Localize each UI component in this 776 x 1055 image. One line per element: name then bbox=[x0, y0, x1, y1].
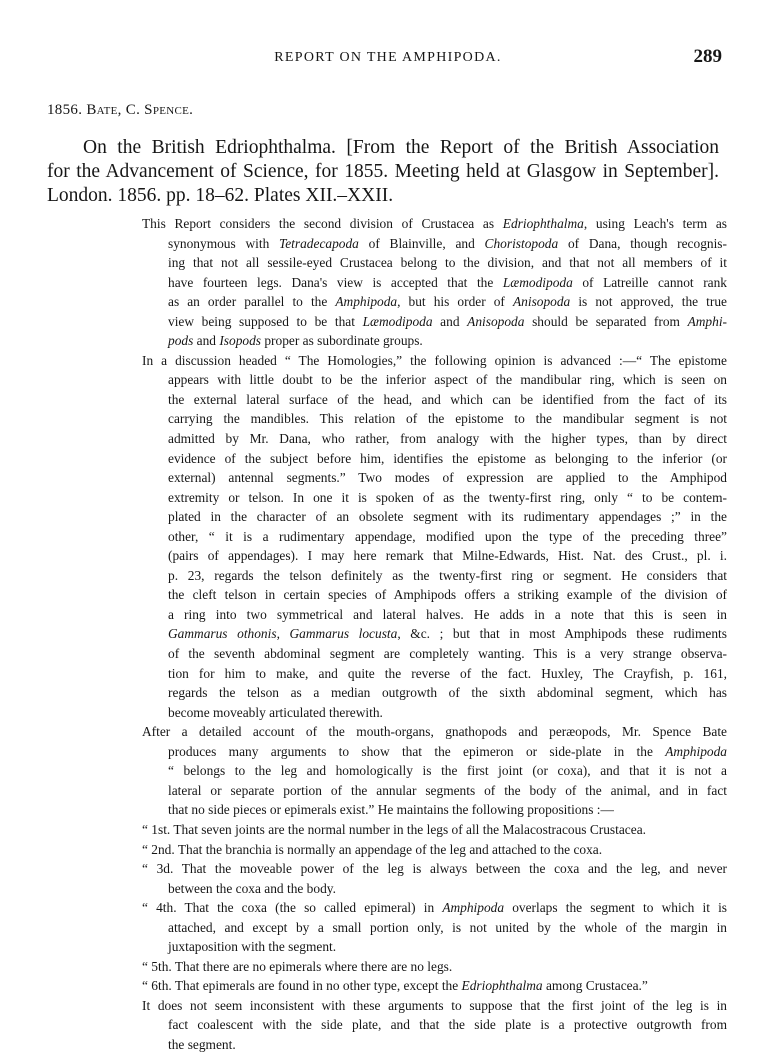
text-line: as an order parallel to the Amphipoda, but his order of Anisopoda is not approved, the true bbox=[168, 294, 727, 310]
text-line: pods and Isopods proper as subordinate groups. bbox=[168, 333, 423, 349]
text-line: juxtaposition with the segment. bbox=[168, 939, 337, 955]
text-line: attached, and except by a small portion only, is not united by the whole of the margin in bbox=[168, 919, 727, 935]
text-line: become moveably articulated therewith. bbox=[168, 704, 383, 720]
paragraph bbox=[142, 722, 727, 820]
text-line: tion for him to make, and quite the reverse of the fact. Huxley, The Crayfish, p. 161, bbox=[168, 665, 727, 681]
text-line: ing that not all sessile-eyed Crustacea belong to the division, and that not all members of it bbox=[168, 255, 727, 271]
text-line: lateral or separate portion of the annular segments of the body of the animal, and in fact bbox=[168, 782, 727, 798]
text-line: “ 3d. That the moveable power of the leg is always between the coxa and the leg, and never bbox=[142, 861, 727, 877]
text-line: synonymous with Tetradecapoda of Blainville, and Choristopoda of Dana, though recognis- bbox=[168, 235, 727, 251]
text-line: the external lateral surface of the head, and which can be identified from the fact of its bbox=[168, 391, 727, 407]
text-line: p. 23, regards the telson definitely as the twenty-first ring or segment. He considers that bbox=[168, 567, 727, 583]
text-line: between the coxa and the body. bbox=[168, 880, 336, 896]
text-line: “ 5th. That there are no epimerals where there are no legs. bbox=[142, 958, 453, 974]
proposition bbox=[142, 898, 727, 957]
text-line: that no side pieces or epimerals exist.” He maintains the following propositions :— bbox=[168, 802, 614, 818]
text-line: evidence of the subject before him, identifies the epistome as belonging to the inferior (or bbox=[168, 450, 727, 466]
text-line: admitted by Mr. Dana, who rather, from analogy with the higher types, than by direct bbox=[168, 431, 727, 447]
page-number: 289 bbox=[693, 46, 722, 67]
entry-heading bbox=[47, 102, 193, 119]
text-line: In a discussion headed “ The Homologies,” the following opinion is advanced :—“ The epistome bbox=[142, 352, 727, 368]
text-line: the segment. bbox=[168, 1036, 236, 1052]
proposition bbox=[142, 820, 727, 840]
text-line: produces many arguments to show that the epimeron or side-plate in the Amphipoda bbox=[168, 743, 727, 759]
proposition bbox=[142, 976, 727, 996]
title-line: for the Advancement of Science, for 1855. Meeting held at Glasgow in September]. bbox=[47, 161, 719, 182]
text-line: other, “ it is a rudimentary appendage, modified upon the type of the preceding three” bbox=[168, 528, 727, 544]
text-line: extremity or telson. In one it is spoken of as the twenty-first ring, only “ to be contem- bbox=[168, 489, 727, 505]
text-line: appears with little doubt to be the inferior aspect of the mandibular ring, which is seen on bbox=[168, 372, 727, 388]
text-line: have fourteen legs. Dana's view is accepted that the Læmodipoda of Latreille cannot rank bbox=[168, 274, 727, 290]
text-line: “ 4th. That the coxa (the so called epimeral) in Amphipoda overlaps the segment to which it is bbox=[142, 900, 727, 916]
entry-author: Bate, C. Spence. bbox=[86, 102, 194, 118]
title-line: On the British Edriophthalma. [From the Report of the British Association bbox=[83, 137, 719, 158]
text-line: plated in the character of an obsolete segment with its rudimentary appendages ;” in the bbox=[168, 509, 727, 525]
text-line: “ belongs to the leg and homologically is the first joint (or coxa), and that it is not a bbox=[168, 763, 727, 779]
text-line: the cleft telson in certain species of Amphipods offers a striking example of the division of bbox=[168, 587, 727, 603]
running-title: REPORT ON THE AMPHIPODA. bbox=[274, 50, 502, 65]
paragraph bbox=[142, 351, 727, 722]
entry-year: 1856. bbox=[47, 102, 83, 118]
text-line: regards the telson as a median outgrowth of the sixth abdominal segment, which has bbox=[168, 685, 727, 701]
text-line: external) antennal segments.” Two modes of expression are applied to the Amphipod bbox=[168, 470, 727, 486]
text-line: a ring into two symmetrical and lateral halves. He adds in a note that this is seen in bbox=[168, 606, 727, 622]
text-line: Gammarus othonis, Gammarus locusta, &c. ; but that in most Amphipods these rudiments bbox=[168, 626, 727, 642]
text-line: After a detailed account of the mouth-organs, gnathopods and peræopods, Mr. Spence Bate bbox=[142, 724, 727, 740]
text-line: fact coalescent with the side plate, and that the side plate is a protective outgrowth from bbox=[168, 1017, 727, 1033]
text-line: view being supposed to be that Læmodipoda and Anisopoda should be separated from Amphi- bbox=[168, 313, 727, 329]
text-line: “ 6th. That epimerals are found in no other type, except the Edriophthalma among Crustacea.” bbox=[142, 978, 648, 994]
running-head bbox=[0, 46, 776, 70]
title-line: London. 1856. pp. 18–62. Plates XII.–XXII. bbox=[47, 185, 394, 206]
text-line: “ 2nd. That the branchia is normally an appendage of the leg and attached to the coxa. bbox=[142, 841, 603, 857]
proposition bbox=[142, 840, 727, 860]
text-line: of the seventh abdominal segment are completely wanting. This is a very strange observa- bbox=[168, 646, 727, 662]
paragraph bbox=[142, 214, 727, 351]
text-line: This Report considers the second division of Crustacea as Edriophthalma, using Leach's term as bbox=[142, 216, 727, 231]
closing-paragraph bbox=[142, 996, 727, 1055]
abstract-body bbox=[142, 214, 727, 1055]
work-title bbox=[47, 136, 719, 208]
text-line: It does not seem inconsistent with these arguments to suppose that the first joint of the leg is in bbox=[142, 997, 727, 1013]
text-line: carrying the mandibles. This relation of the epistome to the mandibular segment is not bbox=[168, 411, 727, 427]
proposition bbox=[142, 957, 727, 977]
text-line: “ 1st. That seven joints are the normal number in the legs of all the Malacostracous Crustacea. bbox=[142, 821, 646, 837]
text-line: (pairs of appendages). I may here remark that Milne-Edwards, Hist. Nat. des Crust., pl. i. bbox=[168, 548, 727, 564]
proposition bbox=[142, 859, 727, 898]
